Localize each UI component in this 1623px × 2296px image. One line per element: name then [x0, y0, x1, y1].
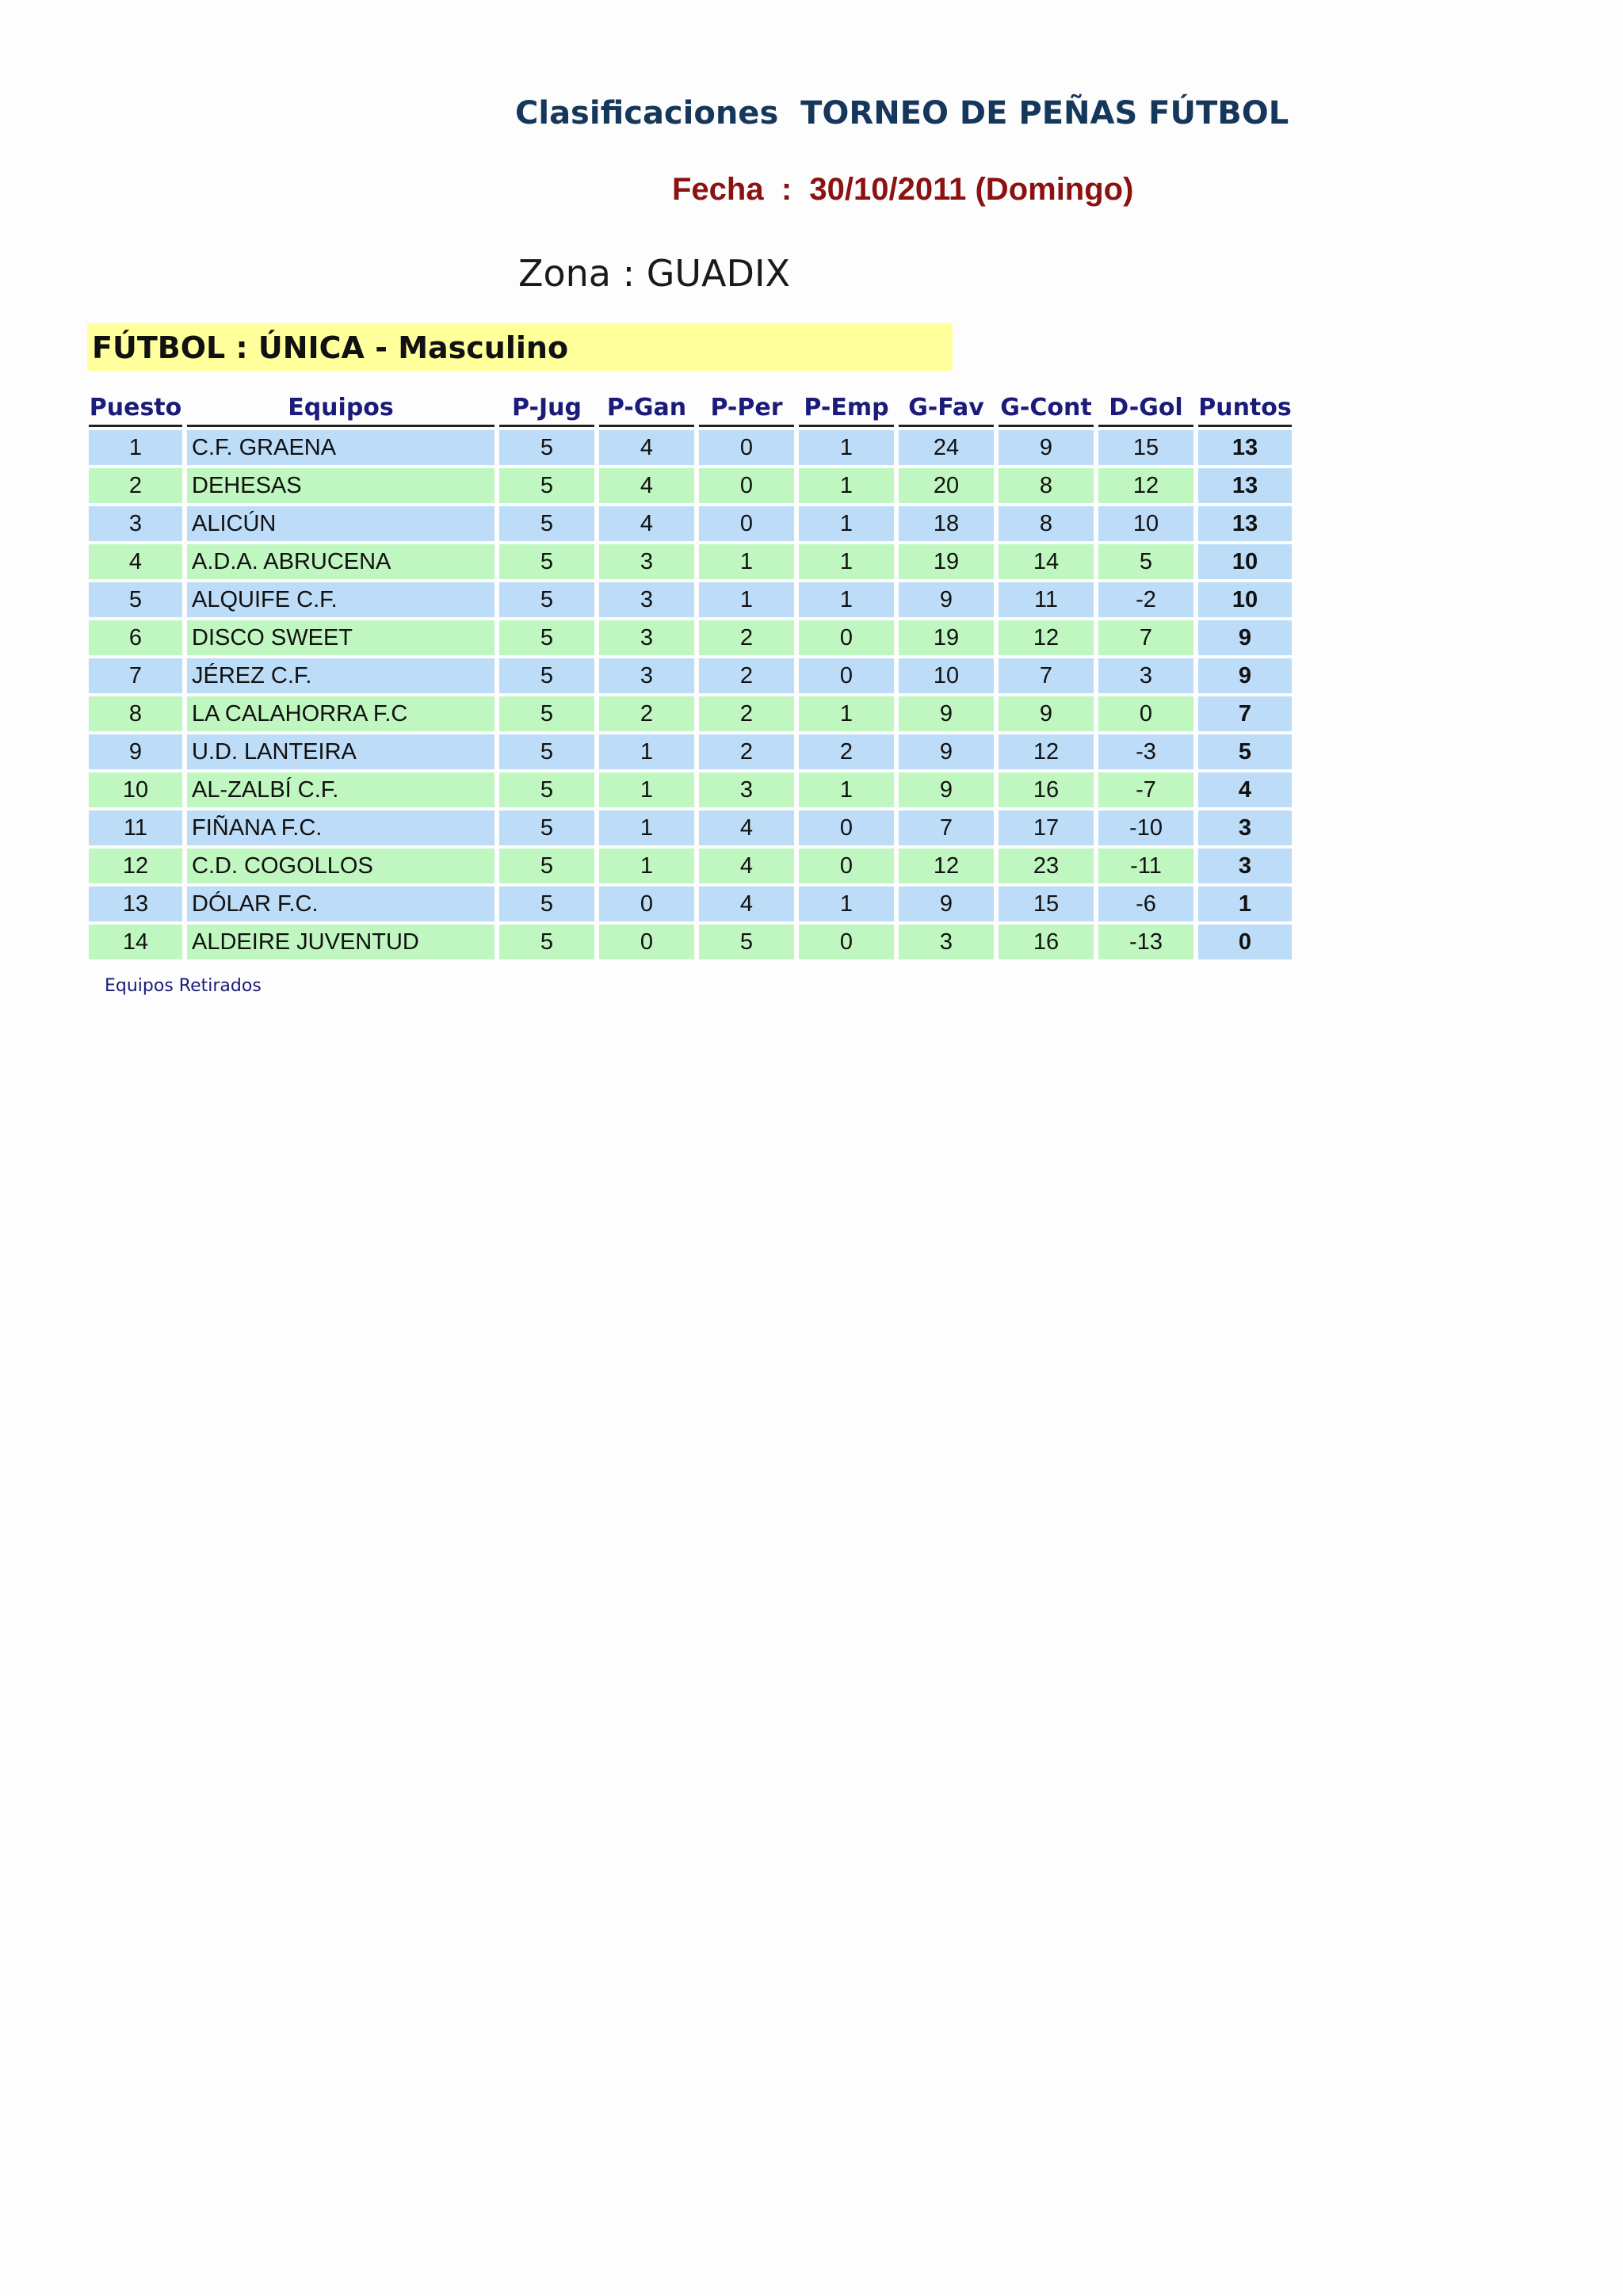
table-row: [89, 887, 1292, 921]
cell-puntos: 10: [1198, 544, 1292, 579]
cell-p-gan: 1: [599, 734, 694, 769]
retired-teams-label: Equipos Retirados: [105, 976, 262, 996]
cell-p-gan: 0: [599, 925, 694, 959]
cell-d-gol: 15: [1098, 430, 1193, 465]
cell-d-gol: -10: [1098, 810, 1193, 845]
cell-team: FIÑANA F.C.: [187, 810, 495, 845]
table-row: [89, 925, 1292, 959]
table-row: [89, 582, 1292, 617]
cell-g-fav: 12: [899, 849, 994, 883]
cell-puesto: 9: [89, 734, 182, 769]
cell-g-cont: 14: [999, 544, 1094, 579]
cell-g-cont: 8: [999, 468, 1094, 503]
cell-puesto: 12: [89, 849, 182, 883]
col-header-g-cont: G-Cont: [999, 390, 1094, 427]
cell-g-cont: 9: [999, 430, 1094, 465]
cell-d-gol: -6: [1098, 887, 1193, 921]
cell-puntos: 10: [1198, 582, 1292, 617]
cell-p-emp: 1: [799, 582, 894, 617]
col-header-p-per: P-Per: [699, 390, 794, 427]
cell-p-emp: 2: [799, 734, 894, 769]
cell-g-fav: 9: [899, 696, 994, 731]
cell-p-emp: 0: [799, 620, 894, 655]
cell-puesto: 6: [89, 620, 182, 655]
table-row: [89, 734, 1292, 769]
cell-g-fav: 7: [899, 810, 994, 845]
cell-g-cont: 16: [999, 925, 1094, 959]
cell-p-per: 4: [699, 849, 794, 883]
cell-g-cont: 12: [999, 620, 1094, 655]
cell-p-jug: 5: [499, 887, 594, 921]
cell-team: DÓLAR F.C.: [187, 887, 495, 921]
cell-puesto: 5: [89, 582, 182, 617]
cell-team: C.F. GRAENA: [187, 430, 495, 465]
cell-p-jug: 5: [499, 696, 594, 731]
zone-label: Zona : GUADIX: [518, 252, 791, 295]
cell-d-gol: 3: [1098, 658, 1193, 693]
col-header-p-emp: P-Emp: [799, 390, 894, 427]
cell-g-fav: 3: [899, 925, 994, 959]
cell-g-fav: 10: [899, 658, 994, 693]
cell-p-emp: 0: [799, 810, 894, 845]
cell-p-per: 0: [699, 468, 794, 503]
cell-g-fav: 18: [899, 506, 994, 541]
cell-puesto: 3: [89, 506, 182, 541]
cell-p-jug: 5: [499, 772, 594, 807]
cell-g-cont: 8: [999, 506, 1094, 541]
cell-puesto: 8: [89, 696, 182, 731]
table-row: [89, 849, 1292, 883]
cell-puesto: 1: [89, 430, 182, 465]
cell-p-per: 2: [699, 734, 794, 769]
cell-puesto: 7: [89, 658, 182, 693]
cell-puntos: 3: [1198, 849, 1292, 883]
cell-g-fav: 9: [899, 734, 994, 769]
cell-p-jug: 5: [499, 658, 594, 693]
cell-p-gan: 3: [599, 544, 694, 579]
cell-team: AL-ZALBÍ C.F.: [187, 772, 495, 807]
cell-p-jug: 5: [499, 468, 594, 503]
col-header-p-jug: P-Jug: [499, 390, 594, 427]
cell-puntos: 4: [1198, 772, 1292, 807]
cell-p-jug: 5: [499, 620, 594, 655]
cell-puesto: 13: [89, 887, 182, 921]
cell-p-per: 5: [699, 925, 794, 959]
cell-puntos: 7: [1198, 696, 1292, 731]
table-row: [89, 620, 1292, 655]
cell-g-fav: 20: [899, 468, 994, 503]
page-title: Clasificaciones TORNEO DE PEÑAS FÚTBOL: [515, 95, 1289, 132]
cell-puntos: 3: [1198, 810, 1292, 845]
cell-team: DISCO SWEET: [187, 620, 495, 655]
cell-p-jug: 5: [499, 582, 594, 617]
cell-p-per: 0: [699, 430, 794, 465]
cell-puntos: 9: [1198, 658, 1292, 693]
cell-p-emp: 0: [799, 849, 894, 883]
cell-p-emp: 1: [799, 772, 894, 807]
cell-team: U.D. LANTEIRA: [187, 734, 495, 769]
cell-p-emp: 1: [799, 430, 894, 465]
cell-puntos: 13: [1198, 468, 1292, 503]
table-row: [89, 506, 1292, 541]
cell-p-emp: 0: [799, 658, 894, 693]
cell-p-gan: 3: [599, 620, 694, 655]
cell-g-cont: 16: [999, 772, 1094, 807]
col-header-g-fav: G-Fav: [899, 390, 994, 427]
cell-p-jug: 5: [499, 849, 594, 883]
cell-g-fav: 9: [899, 887, 994, 921]
cell-puntos: 9: [1198, 620, 1292, 655]
cell-p-emp: 1: [799, 696, 894, 731]
cell-p-jug: 5: [499, 506, 594, 541]
cell-p-gan: 3: [599, 582, 694, 617]
cell-p-gan: 2: [599, 696, 694, 731]
cell-puesto: 11: [89, 810, 182, 845]
cell-p-per: 2: [699, 620, 794, 655]
cell-p-gan: 1: [599, 810, 694, 845]
cell-p-emp: 0: [799, 925, 894, 959]
cell-p-gan: 4: [599, 506, 694, 541]
cell-g-cont: 23: [999, 849, 1094, 883]
cell-d-gol: 0: [1098, 696, 1193, 731]
table-header-row: [89, 390, 1292, 427]
table-row: [89, 468, 1292, 503]
section-title: FÚTBOL : ÚNICA - Masculino: [87, 323, 953, 371]
cell-puesto: 10: [89, 772, 182, 807]
cell-puntos: 13: [1198, 506, 1292, 541]
table-row: [89, 544, 1292, 579]
cell-g-cont: 17: [999, 810, 1094, 845]
cell-d-gol: -13: [1098, 925, 1193, 959]
cell-p-per: 4: [699, 887, 794, 921]
cell-team: DEHESAS: [187, 468, 495, 503]
cell-g-cont: 9: [999, 696, 1094, 731]
cell-g-cont: 12: [999, 734, 1094, 769]
cell-g-cont: 7: [999, 658, 1094, 693]
cell-d-gol: -2: [1098, 582, 1193, 617]
cell-p-emp: 1: [799, 544, 894, 579]
cell-team: ALQUIFE C.F.: [187, 582, 495, 617]
cell-puntos: 5: [1198, 734, 1292, 769]
cell-p-per: 2: [699, 658, 794, 693]
cell-puesto: 2: [89, 468, 182, 503]
cell-team: LA CALAHORRA F.C: [187, 696, 495, 731]
cell-p-per: 4: [699, 810, 794, 845]
cell-p-gan: 4: [599, 430, 694, 465]
table-row: [89, 696, 1292, 731]
col-header-puntos: Puntos: [1198, 390, 1292, 427]
cell-p-jug: 5: [499, 810, 594, 845]
date-label: Fecha : 30/10/2011 (Domingo): [672, 172, 1134, 207]
cell-p-jug: 5: [499, 734, 594, 769]
cell-p-gan: 3: [599, 658, 694, 693]
cell-p-emp: 1: [799, 887, 894, 921]
cell-team: A.D.A. ABRUCENA: [187, 544, 495, 579]
cell-puntos: 0: [1198, 925, 1292, 959]
cell-d-gol: -7: [1098, 772, 1193, 807]
table-row: [89, 430, 1292, 465]
cell-p-per: 0: [699, 506, 794, 541]
cell-p-jug: 5: [499, 544, 594, 579]
col-header-equipos: Equipos: [187, 390, 495, 427]
cell-team: C.D. COGOLLOS: [187, 849, 495, 883]
cell-g-cont: 15: [999, 887, 1094, 921]
cell-d-gol: -3: [1098, 734, 1193, 769]
cell-g-fav: 9: [899, 772, 994, 807]
col-header-p-gan: P-Gan: [599, 390, 694, 427]
cell-p-gan: 4: [599, 468, 694, 503]
cell-team: JÉREZ C.F.: [187, 658, 495, 693]
cell-puntos: 13: [1198, 430, 1292, 465]
table-row: [89, 810, 1292, 845]
cell-p-jug: 5: [499, 430, 594, 465]
cell-p-emp: 1: [799, 468, 894, 503]
cell-d-gol: 10: [1098, 506, 1193, 541]
cell-p-per: 1: [699, 582, 794, 617]
cell-p-gan: 1: [599, 849, 694, 883]
table-row: [89, 772, 1292, 807]
cell-d-gol: 5: [1098, 544, 1193, 579]
col-header-d-gol: D-Gol: [1098, 390, 1193, 427]
cell-p-per: 3: [699, 772, 794, 807]
cell-g-fav: 24: [899, 430, 994, 465]
cell-g-fav: 19: [899, 544, 994, 579]
cell-p-gan: 1: [599, 772, 694, 807]
cell-g-fav: 19: [899, 620, 994, 655]
cell-p-jug: 5: [499, 925, 594, 959]
standings-table: [84, 387, 1296, 963]
cell-p-gan: 0: [599, 887, 694, 921]
cell-puntos: 1: [1198, 887, 1292, 921]
cell-g-fav: 9: [899, 582, 994, 617]
cell-d-gol: 12: [1098, 468, 1193, 503]
cell-team: ALICÚN: [187, 506, 495, 541]
cell-d-gol: 7: [1098, 620, 1193, 655]
cell-p-per: 2: [699, 696, 794, 731]
table-body: [89, 430, 1292, 959]
cell-puesto: 4: [89, 544, 182, 579]
cell-puesto: 14: [89, 925, 182, 959]
cell-d-gol: -11: [1098, 849, 1193, 883]
cell-p-emp: 1: [799, 506, 894, 541]
table-row: [89, 658, 1292, 693]
cell-p-per: 1: [699, 544, 794, 579]
cell-g-cont: 11: [999, 582, 1094, 617]
col-header-puesto: Puesto: [89, 390, 182, 427]
cell-team: ALDEIRE JUVENTUD: [187, 925, 495, 959]
